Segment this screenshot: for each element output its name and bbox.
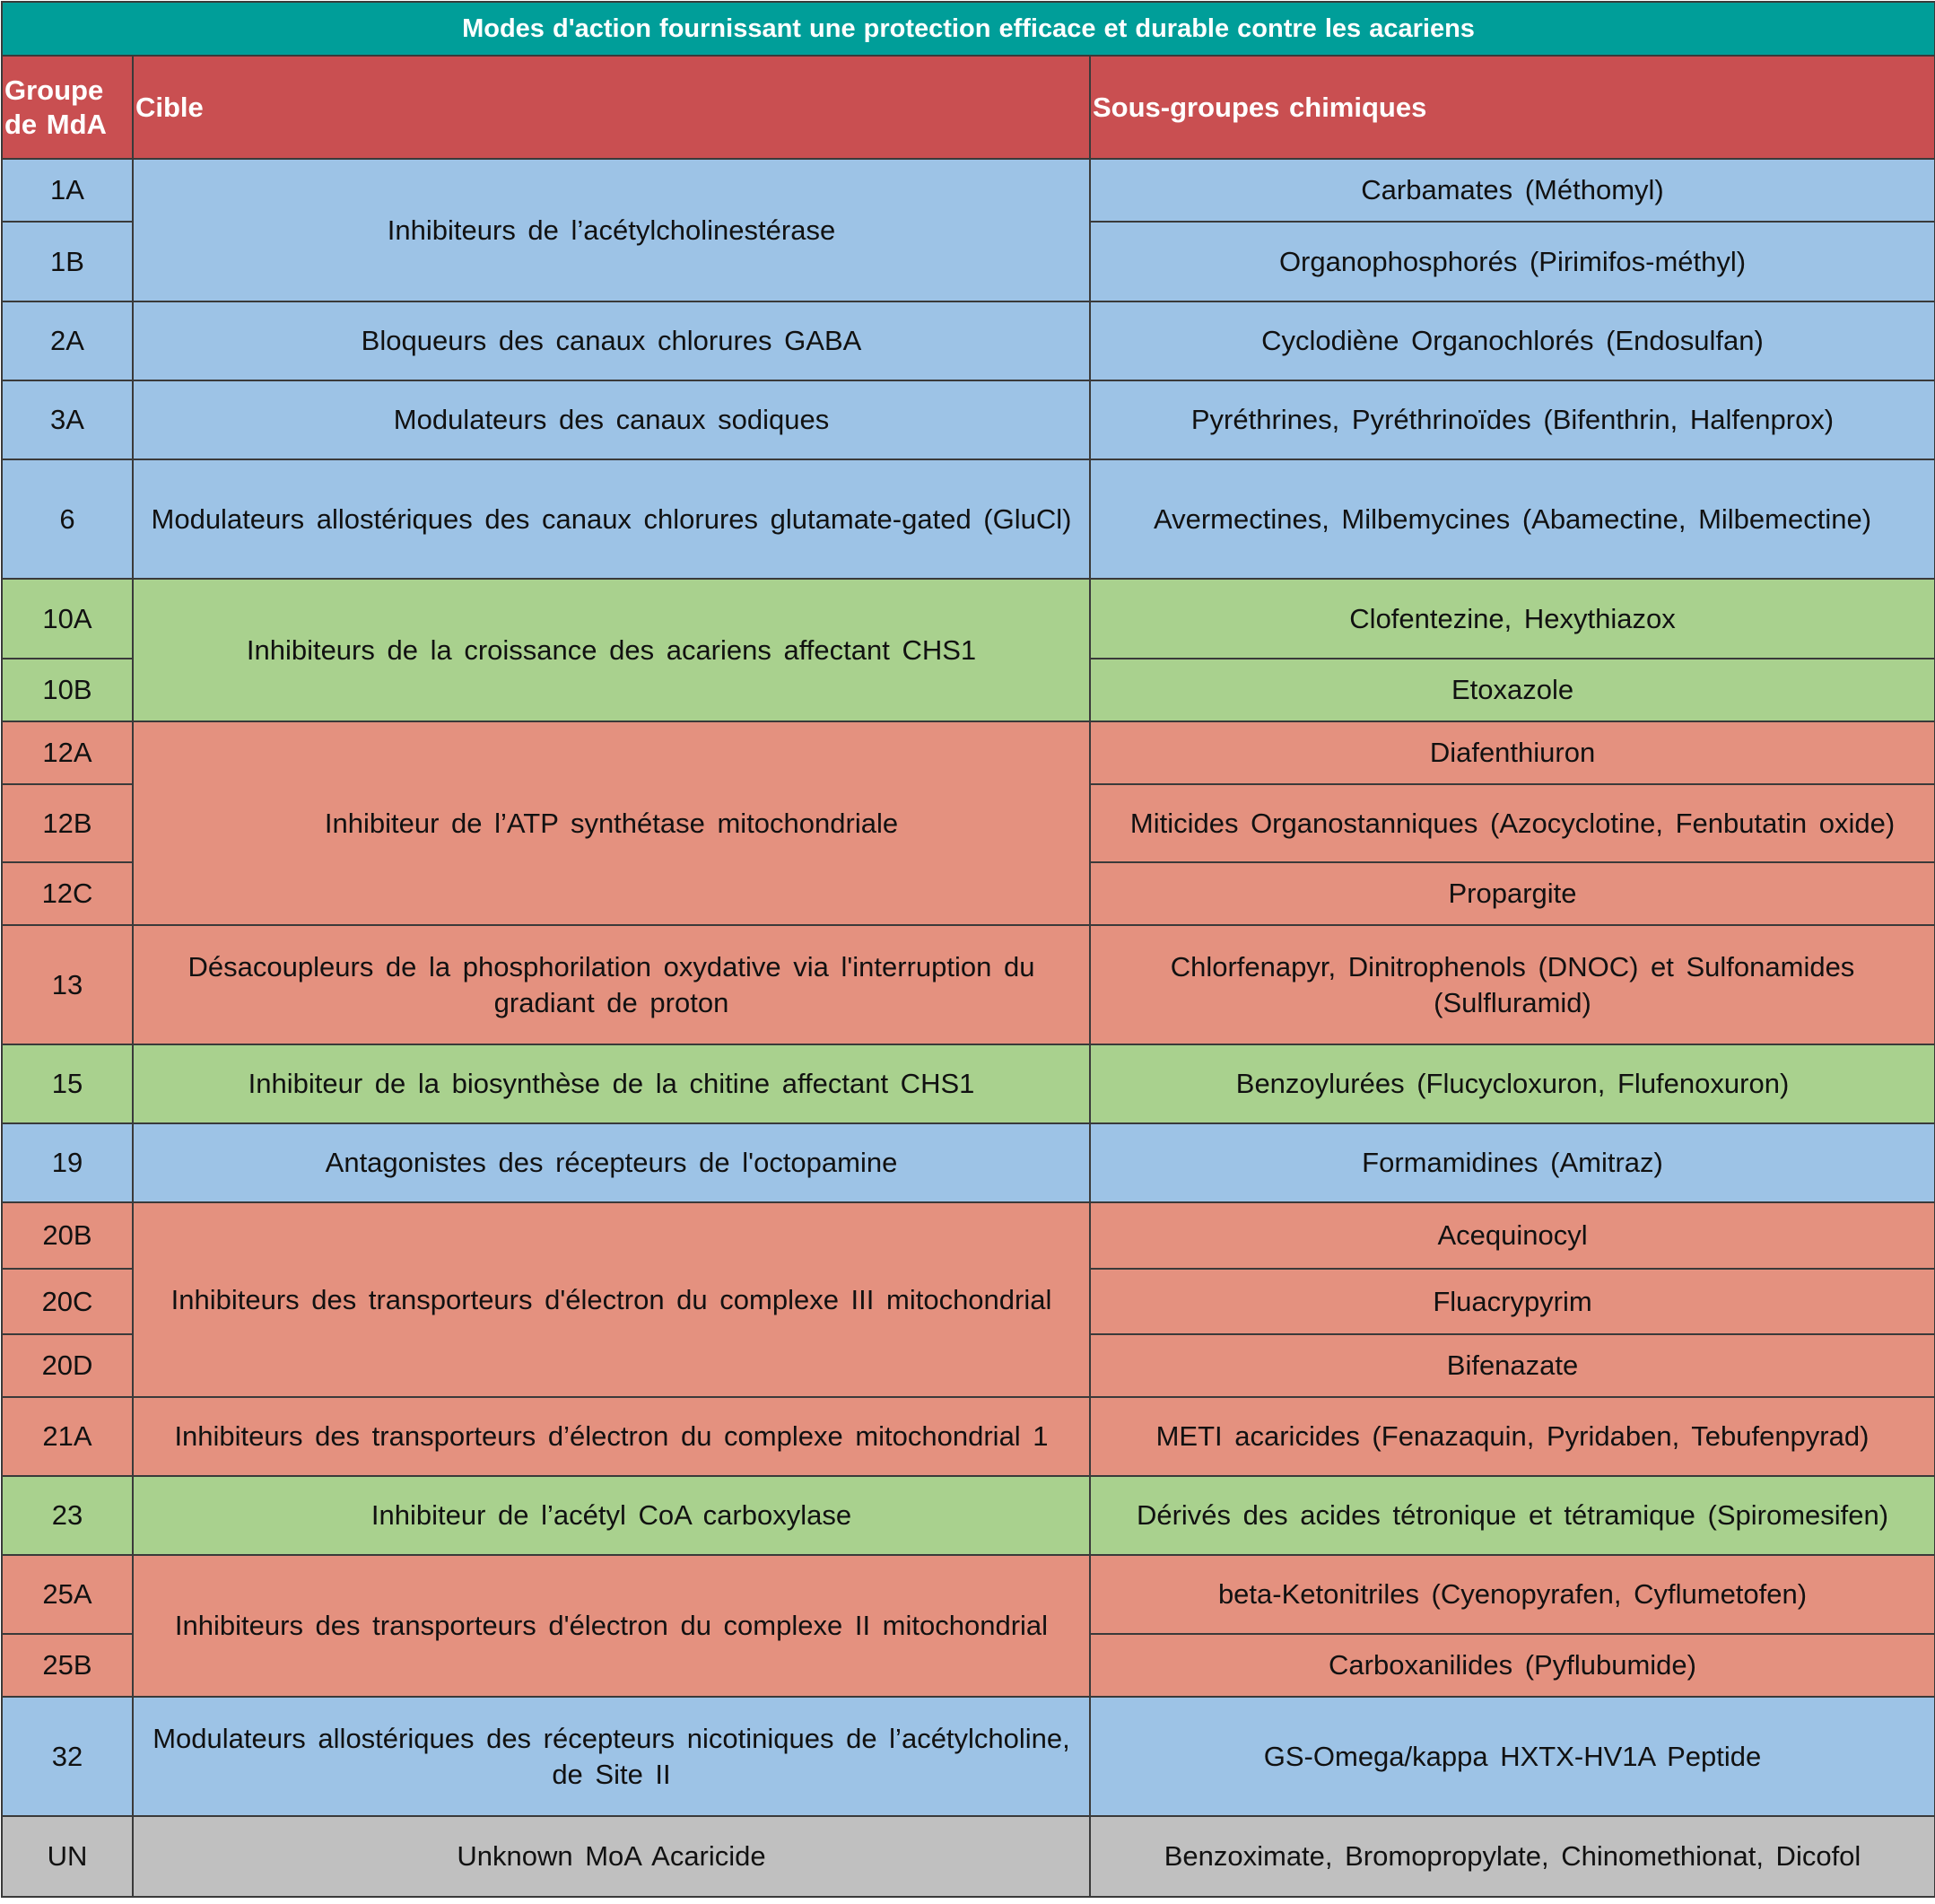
table-row: [2, 1123, 1935, 1202]
table-title: Modes d'action fournissant une protection efficace et durable contre les acariens: [2, 2, 1935, 56]
target-cell: Antagonistes des récepteurs de l'octopamine: [133, 1123, 1090, 1202]
title-row: [2, 2, 1935, 56]
table-row: [2, 380, 1935, 459]
header-subgroups: Sous-groupes chimiques: [1090, 56, 1935, 159]
table-row: [2, 159, 1935, 222]
table-row: [2, 301, 1935, 380]
subgroup-cell: Etoxazole: [1090, 659, 1935, 721]
group-cell: 12C: [2, 862, 133, 925]
group-cell: 1A: [2, 159, 133, 222]
group-cell: 15: [2, 1044, 133, 1123]
table-row: [2, 1816, 1935, 1897]
subgroup-cell: beta-Ketonitriles (Cyenopyrafen, Cyflumetofen): [1090, 1555, 1935, 1634]
subgroup-cell: Diafenthiuron: [1090, 721, 1935, 784]
table-row: [2, 1044, 1935, 1123]
table-row: [2, 459, 1935, 579]
target-cell: Désacoupleurs de la phosphorilation oxydative via l'interruption du gradiant de proton: [133, 925, 1090, 1044]
subgroup-cell: Carboxanilides (Pyflubumide): [1090, 1634, 1935, 1697]
subgroup-cell: GS-Omega/kappa HXTX-HV1A Peptide: [1090, 1697, 1935, 1816]
group-cell: UN: [2, 1816, 133, 1897]
subgroup-cell: Benzoximate, Bromopropylate, Chinomethionat, Dicofol: [1090, 1816, 1935, 1897]
group-cell: 20C: [2, 1269, 133, 1334]
table-row: [2, 721, 1935, 784]
moa-table: [1, 1, 1935, 1898]
subgroup-cell: Pyréthrines, Pyréthrinoïdes (Bifenthrin, Halfenprox): [1090, 380, 1935, 459]
group-cell: 12A: [2, 721, 133, 784]
subgroup-cell: Avermectines, Milbemycines (Abamectine, Milbemectine): [1090, 459, 1935, 579]
table-row: [2, 925, 1935, 1044]
table-row: [2, 1397, 1935, 1476]
table-row: [2, 1697, 1935, 1816]
target-cell: Inhibiteur de la biosynthèse de la chitine affectant CHS1: [133, 1044, 1090, 1123]
table-row: [2, 1555, 1935, 1634]
subgroup-cell: Chlorfenapyr, Dinitrophenols (DNOC) et Sulfonamides (Sulfluramid): [1090, 925, 1935, 1044]
group-cell: 2A: [2, 301, 133, 380]
target-cell: Inhibiteur de l’acétyl CoA carboxylase: [133, 1476, 1090, 1555]
group-cell: 23: [2, 1476, 133, 1555]
subgroup-cell: Cyclodiène Organochlorés (Endosulfan): [1090, 301, 1935, 380]
group-cell: 25A: [2, 1555, 133, 1634]
group-cell: 10B: [2, 659, 133, 721]
subgroup-cell: Benzoylurées (Flucycloxuron, Flufenoxuron): [1090, 1044, 1935, 1123]
target-cell: Modulateurs allostériques des récepteurs nicotiniques de l’acétylcholine, de Site II: [133, 1697, 1090, 1816]
subgroup-cell: Organophosphorés (Pirimifos-méthyl): [1090, 222, 1935, 301]
target-cell: Modulateurs allostériques des canaux chlorures glutamate-gated (GluCl): [133, 459, 1090, 579]
group-cell: 3A: [2, 380, 133, 459]
group-cell: 32: [2, 1697, 133, 1816]
subgroup-cell: Fluacrypyrim: [1090, 1269, 1935, 1334]
header-group: Groupe de MdA: [2, 56, 133, 159]
table-row: [2, 1476, 1935, 1555]
target-cell: Inhibiteurs des transporteurs d’électron du complexe mitochondrial 1: [133, 1397, 1090, 1476]
subgroup-cell: Dérivés des acides tétronique et tétramique (Spiromesifen): [1090, 1476, 1935, 1555]
target-cell: Inhibiteurs de la croissance des acariens affectant CHS1: [133, 579, 1090, 721]
group-cell: 1B: [2, 222, 133, 301]
subgroup-cell: Formamidines (Amitraz): [1090, 1123, 1935, 1202]
table-row: [2, 579, 1935, 659]
subgroup-cell: Miticides Organostanniques (Azocyclotine, Fenbutatin oxide): [1090, 784, 1935, 862]
group-cell: 12B: [2, 784, 133, 862]
subgroup-cell: Carbamates (Méthomyl): [1090, 159, 1935, 222]
header-target: Cible: [133, 56, 1090, 159]
subgroup-cell: Acequinocyl: [1090, 1202, 1935, 1269]
group-cell: 19: [2, 1123, 133, 1202]
target-cell: Inhibiteurs des transporteurs d'électron du complexe III mitochondrial: [133, 1202, 1090, 1397]
table-row: [2, 1202, 1935, 1269]
target-cell: Unknown MoA Acaricide: [133, 1816, 1090, 1897]
subgroup-cell: Clofentezine, Hexythiazox: [1090, 579, 1935, 659]
group-cell: 6: [2, 459, 133, 579]
group-cell: 20B: [2, 1202, 133, 1269]
group-cell: 13: [2, 925, 133, 1044]
subgroup-cell: Propargite: [1090, 862, 1935, 925]
group-cell: 25B: [2, 1634, 133, 1697]
subgroup-cell: METI acaricides (Fenazaquin, Pyridaben, Tebufenpyrad): [1090, 1397, 1935, 1476]
group-cell: 21A: [2, 1397, 133, 1476]
subgroup-cell: Bifenazate: [1090, 1334, 1935, 1397]
target-cell: Bloqueurs des canaux chlorures GABA: [133, 301, 1090, 380]
group-cell: 10A: [2, 579, 133, 659]
group-cell: 20D: [2, 1334, 133, 1397]
target-cell: Inhibiteurs des transporteurs d'électron du complexe II mitochondrial: [133, 1555, 1090, 1697]
target-cell: Inhibiteur de l’ATP synthétase mitochondriale: [133, 721, 1090, 925]
header-row: [2, 56, 1935, 159]
target-cell: Modulateurs des canaux sodiques: [133, 380, 1090, 459]
target-cell: Inhibiteurs de l’acétylcholinestérase: [133, 159, 1090, 301]
